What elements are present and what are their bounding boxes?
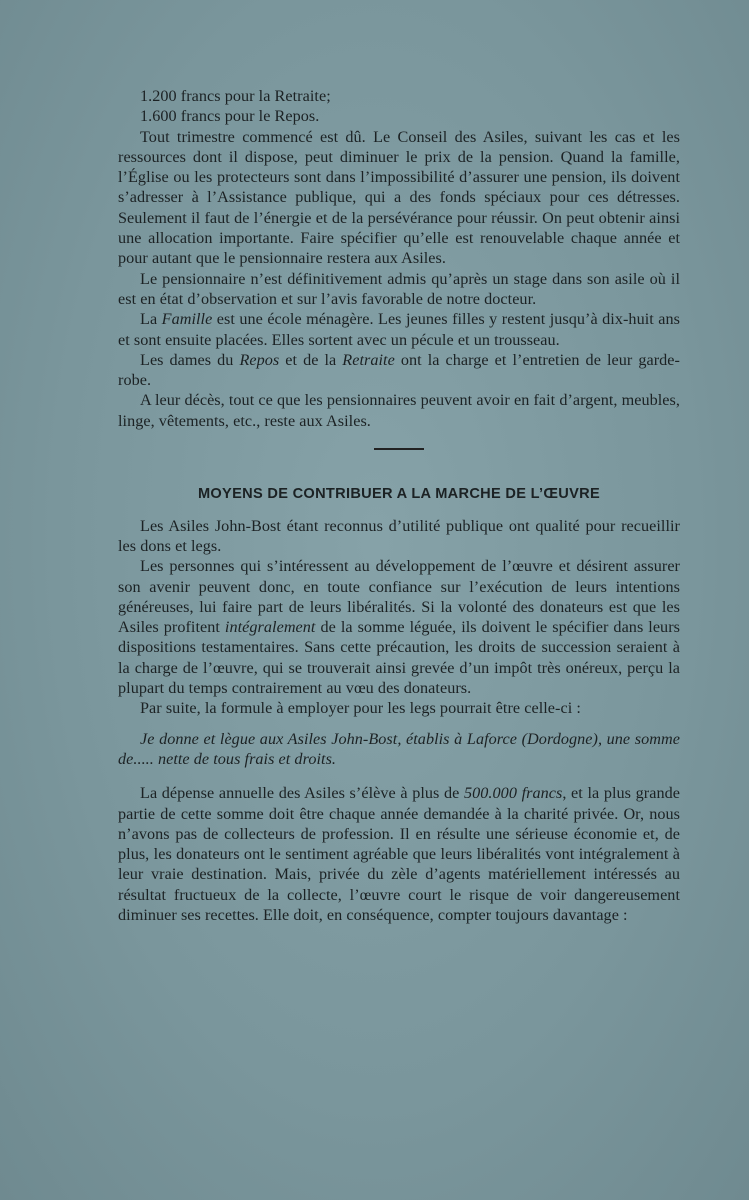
paragraph-personnes: Les personnes qui s’intéressent au développement de l’œuvre et désirent assurer son avenir peuvent donc, en toute confiance sur l’exécution de leurs intentions généreuses, lui faire part de leurs libéralités. Si la volonté des donateurs est que les Asiles profitent intégralement de la somme léguée, ils doivent le spécifier dans leurs dispositions testamentaires. Sans cette précaution, les droits de succession seraient à la charge de l’œuvre, qui se trouverait ainsi grevée d’un impôt très onéreux, perçu la plupart du temps contrairement au vœu des donateurs. bbox=[118, 557, 680, 698]
page-content bbox=[118, 86, 680, 925]
section-heading: MOYENS DE CONTRIBUER A LA MARCHE DE L’ŒUVRE bbox=[197, 485, 601, 502]
paragraph-reconnus: Les Asiles John-Bost étant reconnus d’utilité publique ont qualité pour recueillir les dons et legs. bbox=[118, 516, 680, 555]
paragraph-formule-intro: Par suite, la formule à employer pour les legs pourrait être celle-ci : bbox=[140, 699, 581, 718]
paragraph-dames: Les dames du Repos et de la Retraite ont la charge et l’entretien de leur garde-robe. bbox=[118, 350, 680, 390]
section-divider bbox=[374, 448, 424, 450]
paragraph-formule: Je donne et lègue aux Asiles John-Bost, établis à Laforce (Dordogne), une somme de..... nette de tous frais et droits. bbox=[118, 729, 680, 768]
paragraph-famille: La Famille est une école ménagère. Les jeunes filles y restent jusqu’à dix-huit ans et sont ensuite placées. Elles sortent avec un pécule et un trousseau. bbox=[118, 310, 680, 349]
price-line-retraite: 1.200 francs pour la Retraite; bbox=[140, 87, 331, 105]
paragraph-depense: La dépense annuelle des Asiles s’élève à plus de 500.000 francs, et la plus grande partie de cette somme doit être chaque année demandée à la charité privée. Or, nous n’avons pas de collecteurs de profession. Il en résulte une sérieuse économie et, de plus, les donateurs ont le sentiment agréable que leurs libéralités vont intégralement à leur vraie destination. Mais, privée du zèle d’agents matériellement intéressés au résultat fructueux de la collecte, l’œuvre court le risque de voir dangereusement diminuer ses recettes. Elle doit, en conséquence, compter toujours davantage : bbox=[118, 784, 680, 924]
paragraph-deces: A leur décès, tout ce que les pensionnaires peuvent avoir en fait d’argent, meubles, linge, vêtements, etc., reste aux Asiles. bbox=[118, 391, 680, 430]
paragraph-stage: Le pensionnaire n’est définitivement admis qu’après un stage dans son asile où il est en état d’observation et sur l’avis favorable de notre docteur. bbox=[118, 269, 680, 308]
paragraph-trimestre: Tout trimestre commencé est dû. Le Conseil des Asiles, suivant les cas et les ressources dont il dispose, peut diminuer le prix de la pension. Quand la famille, l’Église ou les protecteurs sont dans l’impossibilité d’assurer une pension, ils doivent s’adresser à l’Assistance publique, qui a des fonds spéciaux pour ces détresses. Seulement il faut de l’énergie et de la persévérance pour réussir. On peut obtenir ainsi une allocation importante. Faire spécifier qu’elle est renouvelable chaque année et pour autant que le pensionnaire restera aux Asiles. bbox=[118, 127, 680, 268]
price-line-repos: 1.600 francs pour le Repos. bbox=[140, 107, 320, 126]
